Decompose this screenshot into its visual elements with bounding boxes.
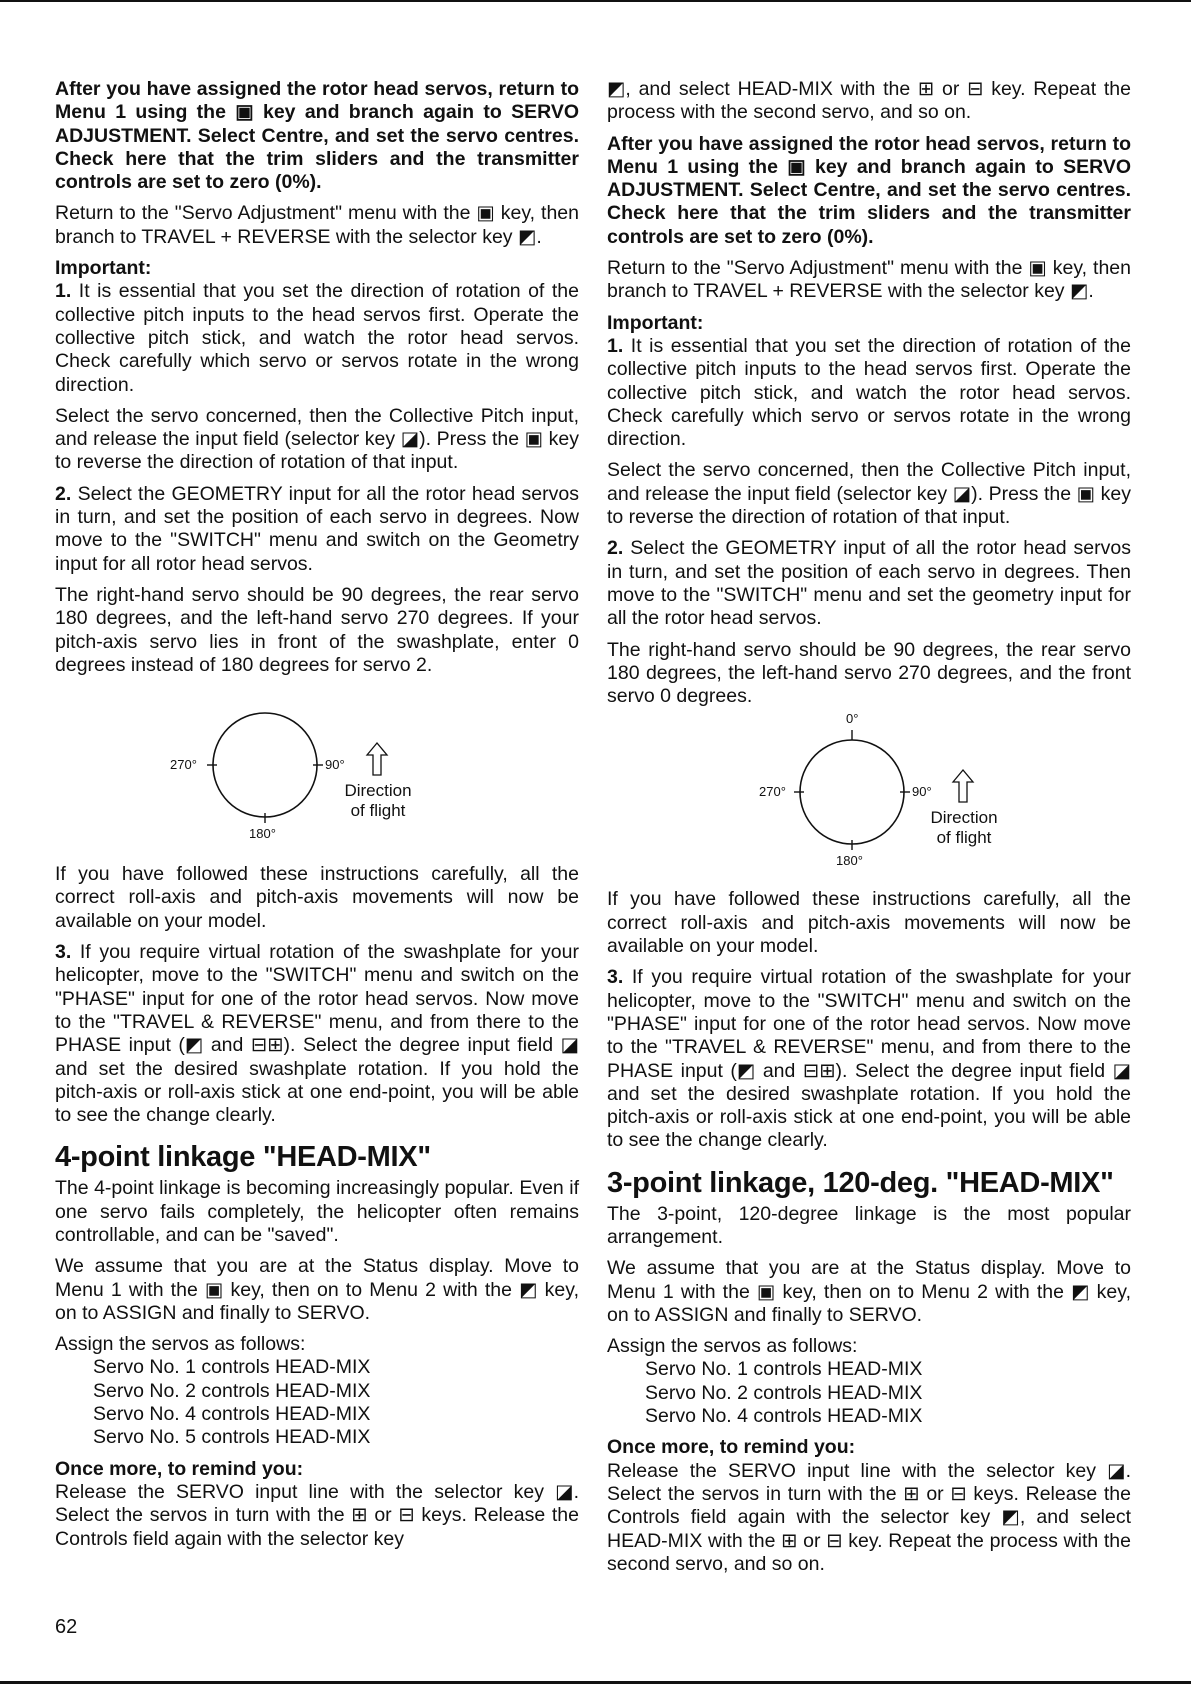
right-step1	[607, 335, 1131, 451]
swashplate-circle	[213, 713, 317, 817]
left-step3-text: If you require virtual rotation of the swashplate for your helicopter, move to the "SWITCH" menu and switch on the "PHASE" input for one of the rotor head servos. Now move to the "TRAVEL & REVERSE" menu, and from there to the PHASE input (◩ and ⊟⊞). Select the degree input field ◪ and set the desired swashplate rotation. If you hold the pitch-axis or roll-axis stick at one end-point, you will be able to see the change clearly.	[55, 941, 579, 1127]
right-step2-number: 2.	[607, 537, 624, 560]
right-step3	[607, 966, 1131, 1152]
left-step3	[55, 941, 579, 1127]
right-assign-text: Assign the servos as follows:	[607, 1335, 858, 1358]
list-item: Servo No. 2 controls HEAD-MIX	[645, 1381, 923, 1404]
right-step1-text: It is essential that you set the direction of rotation of the collective pitch inputs to the head servos first. Operate the collective pitch stick, and watch the rotor head servos. Check carefully which servo or servos rotate in the wrong direction.	[607, 334, 1131, 451]
left-popular-text: The 4-point linkage is becoming increasingly popular. Even if one servo fails completely, the helicopter often remains controllable, and can be "saved".	[55, 1177, 579, 1246]
right-section-heading: 3-point linkage, 120-deg. "HEAD-MIX"	[607, 1166, 1114, 1199]
list-item: Servo No. 1 controls HEAD-MIX	[93, 1356, 371, 1379]
right-followed-text: If you have followed these instructions carefully, all the correct roll-axis and pitch-axis movements will now be available on your model.	[607, 888, 1131, 958]
label-90: 90°	[325, 757, 345, 773]
list-item: Servo No. 5 controls HEAD-MIX	[93, 1426, 371, 1449]
left-followed-text: If you have followed these instructions carefully, all the correct roll-axis and pitch-axis movements will now be available on your model.	[55, 863, 579, 932]
right-step2-text: Select the GEOMETRY input of all the rotor head servos in turn, and set the position of each servo in degrees. Then move to the "SWITCH" menu and set the geometry input for all the rotor head servos.	[607, 537, 1131, 630]
direction-arrow	[953, 770, 973, 802]
direction-line2: of flight	[350, 801, 406, 821]
left-servo-diagram	[55, 685, 579, 853]
left-righthand-text: The right-hand servo should be 90 degrees, the rear servo 180 degrees, and the left-hand servo 270 degrees. If your pitch-axis servo lies in front of the swashplate, enter 0 degrees instead of 180 degrees for servo 2.	[55, 583, 579, 676]
label-0: 0°	[846, 711, 859, 727]
left-step2	[55, 483, 579, 576]
list-item: Servo No. 4 controls HEAD-MIX	[93, 1403, 371, 1426]
label-90: 90°	[912, 784, 932, 800]
right-column	[607, 78, 1131, 1584]
right-select-text: Select the servo concerned, then the Collective Pitch input, and release the input field (selector key ◪). Press the ▣ key to reverse the direction of rotation of that input.	[607, 459, 1131, 529]
right-remind-label: Once more, to remind you:	[607, 1436, 856, 1459]
right-servo-list	[607, 1358, 1131, 1428]
right-return-text: Return to the "Servo Adjustment" menu with the ▣ key, then branch to TRAVEL + REVERSE with the selector key ◩.	[607, 257, 1131, 303]
left-servo-circle-svg	[55, 685, 579, 853]
right-step2	[607, 537, 1131, 630]
left-step1-number: 1.	[55, 280, 72, 303]
direction-line1: Direction	[344, 781, 412, 801]
left-step2-text: Select the GEOMETRY input for all the rotor head servos in turn, and set the position of each servo in degrees. Now move to the "SWITCH" menu and switch on the Geometry input for all rotor head servos.	[55, 482, 579, 575]
right-servo-circle-svg	[607, 708, 1131, 878]
left-assign-text: Assign the servos as follows:	[55, 1333, 306, 1356]
right-assume-text: We assume that you are at the Status display. Move to Menu 1 with the ▣ key, then on to Menu 2 with the ◩ key, on to ASSIGN and finally to SERVO.	[607, 1257, 1131, 1326]
left-remind-label: Once more, to remind you:	[55, 1457, 304, 1480]
left-important-label: Important:	[55, 257, 152, 280]
scan-top-edge	[0, 0, 1191, 2]
right-important-label: Important:	[607, 311, 704, 334]
left-step2-number: 2.	[55, 482, 72, 505]
left-return-text: Return to the "Servo Adjustment" menu with the ▣ key, then branch to TRAVEL + REVERSE with the selector key ◩.	[55, 202, 579, 248]
left-step1-text: It is essential that you set the direction of rotation of the collective pitch inputs to the head servos first. Operate the collective pitch stick, and watch the rotor head servos. Check carefully which servo or servos rotate in the wrong direction.	[55, 280, 579, 396]
right-step1-number: 1.	[607, 334, 624, 357]
swashplate-circle	[800, 740, 904, 844]
left-assume-text: We assume that you are at the Status display. Move to Menu 1 with the ▣ key, then on to Menu 2 with the ◩ key, on to ASSIGN and finally to SERVO.	[55, 1255, 579, 1324]
left-select-text: Select the servo concerned, then the Collective Pitch input, and release the input field (selector key ◪). Press the ▣ key to reverse the direction of rotation of that input.	[55, 404, 579, 474]
right-step3-text: If you require virtual rotation of the swashplate for your helicopter, move to the "SWITCH" menu and switch on the "PHASE" input for one of the rotor head servos. Now move to the "TRAVEL & REVERSE" menu, and from there to the PHASE input (◩ and ⊟⊞). Select the degree input field ◪ and set the desired swashplate rotation. If you hold the pitch-axis or roll-axis stick at one end-point, you will be able to see the change clearly.	[607, 966, 1131, 1152]
list-item: Servo No. 4 controls HEAD-MIX	[645, 1405, 923, 1428]
list-item: Servo No. 2 controls HEAD-MIX	[93, 1379, 371, 1402]
left-servo-list	[55, 1356, 579, 1449]
left-column	[55, 78, 579, 1559]
right-intro: After you have assigned the rotor head servos, return to Menu 1 using the ▣ key and branch again to SERVO ADJUSTMENT. Select Centre, and set the servo centres. Check here that the trim sliders and the transmitter controls are set to zero (0%).	[607, 132, 1131, 248]
page-number: 62	[55, 1616, 78, 1638]
direction-line1: Direction	[930, 808, 998, 828]
left-remind-text: Release the SERVO input line with the selector key ◪. Select the servos in turn with the ⊞ or ⊟ keys. Release the Controls field again with the selector key	[55, 1480, 579, 1550]
label-270: 270°	[170, 757, 197, 773]
direction-line2: of flight	[936, 828, 992, 848]
list-item: Servo No. 1 controls HEAD-MIX	[645, 1358, 923, 1381]
label-180: 180°	[836, 853, 863, 869]
label-270: 270°	[759, 784, 786, 800]
left-step1	[55, 280, 579, 396]
left-step3-number: 3.	[55, 941, 72, 964]
right-remind-text: Release the SERVO input line with the selector key ◪. Select the servos in turn with the ⊞ or ⊟ keys. Release the Controls field again with the selector key ◩, and select HEAD-MIX with the ⊞ or ⊟ key. Repeat the process with the second servo, and so on.	[607, 1459, 1131, 1575]
right-popular-text: The 3-point, 120-degree linkage is the most popular arrangement.	[607, 1202, 1131, 1248]
right-continued-text: ◩, and select HEAD-MIX with the ⊞ or ⊟ key. Repeat the process with the second servo, and so on.	[607, 78, 1131, 124]
label-180: 180°	[249, 826, 276, 842]
right-servo-diagram	[607, 708, 1131, 878]
right-righthand-text: The right-hand servo should be 90 degrees, the rear servo 180 degrees, the left-hand servo 270 degrees, and the front servo 0 degrees.	[607, 638, 1131, 708]
right-step3-number: 3.	[607, 966, 624, 989]
left-section-heading: 4-point linkage "HEAD-MIX"	[55, 1141, 431, 1174]
direction-arrow	[367, 743, 387, 775]
left-intro: After you have assigned the rotor head servos, return to Menu 1 using the ▣ key and branch again to SERVO ADJUSTMENT. Select Centre, and set the servo centres. Check here that the trim sliders and the transmitter controls are set to zero (0%).	[55, 78, 579, 194]
